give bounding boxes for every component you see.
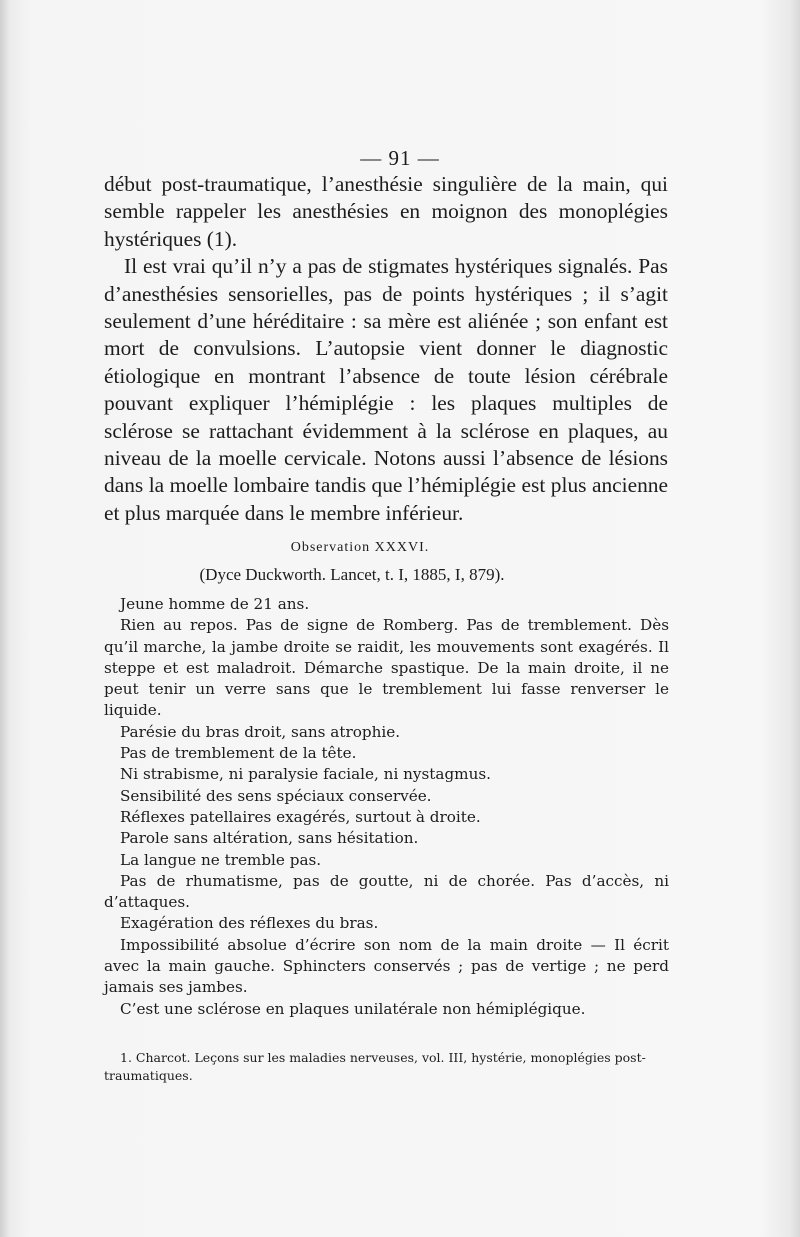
footnote — [104, 1049, 669, 1085]
case-line: Sensibilité des sens spéciaux conservée. — [120, 786, 432, 805]
case-line: Impossibilité absolue d’écrire son nom de la main droite — Il écrit avec la main gauche. Sphincters conservés ; pas de vertige ; ne perd jamais ses jambes. — [104, 935, 669, 997]
case-line: Parésie du bras droit, sans atrophie. — [120, 722, 401, 741]
observation-title: Observation XXXVI. — [290, 540, 430, 555]
case-line: Parole sans altération, sans hésitation. — [120, 829, 419, 848]
case-line: Pas de rhumatisme, pas de goutte, ni de chorée. Pas d’accès, ni d’attaques. — [104, 871, 669, 912]
observation-source: (Dyce Duckworth. Lancet, t. I, 1885, I, 879). — [199, 565, 505, 584]
case-report — [104, 594, 669, 1020]
case-line: Jeune homme de 21 ans. — [120, 595, 310, 613]
case-line: Ni strabisme, ni paralysie faciale, ni nystagmus. — [120, 765, 491, 784]
body-text — [104, 171, 668, 527]
case-line: Rien au repos. Pas de signe de Romberg. Pas de tremblement. Dès qu’il marche, la jambe droite se raidit, les mouvements sont exagérés. Il steppe et est maladroit. Démarche spastique. De la main droite, il ne peut tenir un verre sans que le tremblement lui fasse renverser le liquide. — [104, 616, 669, 720]
case-line: La langue ne tremble pas. — [120, 850, 322, 869]
case-line: Pas de tremblement de la tête. — [120, 744, 357, 763]
body-paragraph: Il est vrai qu’il n’y a pas de stigmates hystériques signalés. Pas d’anesthésies sensorielles, pas de points hystériques ; il s’agit seulement d’une héréditaire : sa mère est aliénée ; son enfant est mort de convulsions. L’autopsie vient donner le diagnostic étiologique en montrant l’absence de toute lésion cérébrale pouvant expliquer l’hémiplégie : les plaques multiples de sclérose se rattachant évidemment à la sclérose en plaques, au niveau de la moelle cervicale. Notons aussi l’absence de lésions dans la moelle lombaire tandis que l’hémiplégie est plus ancienne et plus marquée dans le membre inférieur. — [104, 254, 668, 525]
case-line: Réflexes patellaires exagérés, surtout à droite. — [120, 807, 481, 826]
page-number: — 91 — — [360, 146, 440, 170]
footnote-text: 1. Charcot. Leçons sur les maladies nerveuses, vol. III, hystérie, monoplégies post-traumatiques. — [104, 1050, 646, 1083]
case-line: C’est une sclérose en plaques unilatérale non hémiplégique. — [120, 999, 586, 1018]
case-line: Exagération des réflexes du bras. — [120, 914, 379, 933]
body-paragraph: début post-traumatique, l’anesthésie singulière de la main, qui semble rappeler les anesthésies en moignon des monoplégies hystériques (1). — [104, 172, 668, 251]
